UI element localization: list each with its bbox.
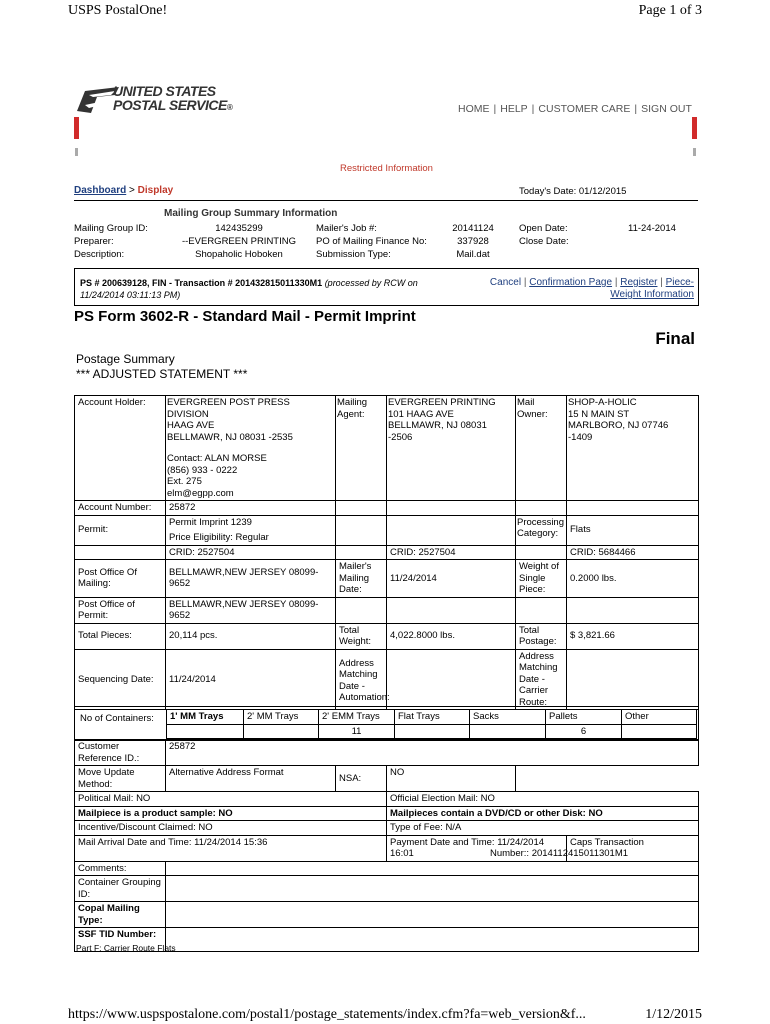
nav-sign-out-link[interactable]: SIGN OUT [641,103,692,115]
container-grouping-row: Container Grouping ID: [75,876,699,902]
logo-line-1: UNITED STATES [113,83,216,99]
account-holder-label: Account Holder: [75,396,166,501]
misc-table [74,739,699,952]
breadcrumb-dashboard[interactable]: Dashboard [74,185,127,196]
ssf-row: SSF TID Number: [75,928,699,952]
top-nav: HOME | HELP | CUSTOMER CARE | SIGN OUT [458,103,692,115]
po-mailing-row: Post Office Of Mailing: BELLMAWR,NEW JERSEY 08099- 9652 Mailer's Mailing Date: 11/24/2014 Weight of Single Piece: 0.2000 lbs. [75,560,699,598]
postage-details-table [74,395,699,710]
mail-owner-label: Mail Owner: [516,396,567,501]
move-update-row: Move Update Method: Alternative Address Format NSA: NO [75,766,699,792]
final-label: Final [655,329,695,348]
account-holder-info: EVERGREEN POST PRESS DIVISION HAAG AVE BELLMAWR, NJ 08031 -2535 Contact: ALAN MORSE (856) 933 - 0222 Ext. 275 elm@egpp.com [166,396,336,501]
transaction-actions: Cancel | Confirmation Page | Register | Piece- Weight Information [489,277,694,300]
piece-weight-link-2[interactable]: Weight Information [610,289,694,300]
page-title: USPS PostalOne! [68,3,168,18]
summary-values-mid: 20141124 337928 Mail.dat [452,223,494,260]
mailing-agent-label: Mailing Agent: [336,396,387,501]
adjusted-statement-label: *** ADJUSTED STATEMENT *** [76,367,248,381]
comments-row: Comments: [75,861,699,876]
summary-labels-right: Open Date: Close Date: [519,223,569,247]
summary-labels-left: Mailing Group ID: Preparer: Description: [74,223,148,260]
right-tab-accent [692,117,697,139]
footer-url: https://www.uspspostalone.com/postal1/postage_statements/index.cfm?fa=web_version&f... [68,1007,586,1022]
customer-ref-row: Customer Reference ID.: 25872 [75,740,699,766]
copal-row: Copal Mailing Type: [75,902,699,928]
incentive-row: Incentive/Discount Claimed: NO Type of Fee: N/A [75,821,699,836]
form-title: PS Form 3602-R - Standard Mail - Permit Imprint [74,308,416,325]
register-link[interactable]: Register [620,277,658,288]
crid-row: CRID: 2527504 CRID: 2527504 CRID: 5684466 [75,545,699,560]
containers-header-row: 1' MM Trays 2' MM Trays 2' EMM Trays Flat Trays Sacks Pallets Other [167,710,697,725]
breadcrumb: Dashboard > Display [74,185,174,196]
breadcrumb-display: Display [137,185,174,196]
mail-owner-info: SHOP-A-HOLIC 15 N MAIN ST MARLBORO, NJ 07746 -1409 [567,396,699,501]
sequencing-row: Sequencing Date: 11/24/2014 Address Matching Date - Automation: Address Matching Date - Carrier Route: [75,649,699,710]
divider [74,200,698,201]
containers-value-row: 11 6 [167,724,697,739]
permit-row: Permit: Permit Imprint 1239 Price Eligibility: Regular Processing Category: Flats [75,515,699,545]
nav-home-link[interactable]: HOME [458,103,490,115]
left-tab-accent [74,117,79,139]
containers-label: No of Containers: [80,713,154,724]
piece-weight-link-1[interactable]: Piece- [665,277,694,288]
left-tick [75,148,78,156]
totals-row: Total Pieces: 20,114 pcs. Total Weight: 4,022.8000 lbs. Total Postage: $ 3,821.66 [75,623,699,649]
right-tick [693,148,696,156]
usps-logo [75,83,235,115]
part-f-label: Part F: Carrier Route Flats [76,943,176,953]
containers-table [166,709,697,739]
confirmation-page-link[interactable]: Confirmation Page [529,277,613,288]
political-row: Political Mail: NO Official Election Mail: NO [75,792,699,807]
summary-values-left: 142435299 --EVERGREEN PRINTING Shopaholic Hoboken [181,223,296,260]
po-permit-row: Post Office of Permit: BELLMAWR,NEW JERSEY 08099- 9652 [75,597,699,623]
transaction-info: PS # 200639128, FIN - Transaction # 201432815011330M1 (processed by RCW on 11/24/2014 03:11:13 PM) [80,278,418,300]
todays-date: Today's Date: 01/12/2015 [519,186,627,197]
summary-heading: Mailing Group Summary Information [164,208,338,219]
account-number-row: Account Number: 25872 [75,501,699,516]
arrival-row: Mail Arrival Date and Time: 11/24/2014 15:36 Payment Date and Time: 11/24/2014 16:01 Caps Transaction Number:: 2014112415011301M1 [75,835,699,861]
page-number: Page 1 of 3 [638,3,702,18]
open-date: 11-24-2014 [628,223,676,234]
nav-customer-care-link[interactable]: CUSTOMER CARE [538,103,631,115]
logo-line-2: POSTAL SERVICE® [113,97,233,113]
summary-labels-mid: Mailer's Job #: PO of Mailing Finance No: Submission Type: [316,223,427,260]
cancel-link[interactable]: Cancel [489,277,522,288]
mailing-agent-info: EVERGREEN PRINTING 101 HAAG AVE BELLMAWR, NJ 08031 -2506 [387,396,516,501]
restricted-label: Restricted Information [340,163,433,174]
account-row [75,396,699,501]
postage-summary-label: Postage Summary [76,352,175,366]
sample-row: Mailpiece is a product sample: NO Mailpieces contain a DVD/CD or other Disk: NO [75,806,699,821]
nav-help-link[interactable]: HELP [500,103,528,115]
footer-date: 1/12/2015 [645,1007,702,1022]
